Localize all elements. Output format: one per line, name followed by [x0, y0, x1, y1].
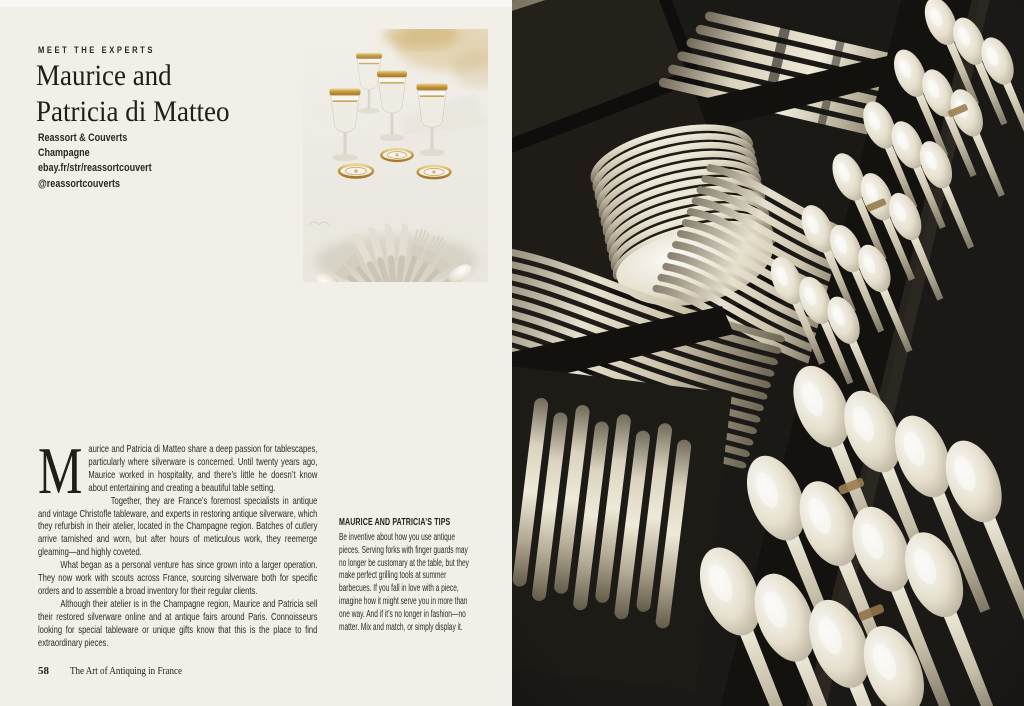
- table-setting-photo-graphic: [303, 29, 488, 282]
- section-kicker: MEET THE EXPERTS: [38, 45, 155, 56]
- article-body: [38, 434, 318, 651]
- body-paragraph: Together, they are France’s foremost specialists in antique and vintage Christofle tableware, and experts in restoring antique silverware, which they refurbish in their atelier, located in the Champagne region. Batches of cutlery arrive tarnished and worn, but after hours of meticulous work, they reemerge gleaming—and highly coveted.: [38, 495, 318, 559]
- page-footer: [38, 665, 206, 677]
- page-number: 58: [38, 665, 49, 677]
- contact-region: Champagne: [38, 147, 90, 160]
- tips-body: Be inventive about how you use antique pieces. Serving forks with finger guards may no longer be customary at the table, but they make perfect grilling tools at summer barbecues. If you fall in love with a piece, imagine how it might serve you in more than one way. And if it’s no longer in fashion—no matter. Mix and match, or simply display it.: [339, 532, 469, 633]
- book-title: The Art of Antiquing in France: [69, 665, 182, 677]
- silverware-cases-photo-graphic: [512, 0, 1024, 706]
- drop-cap: M: [38, 434, 83, 508]
- body-paragraph: [38, 434, 318, 508]
- table-setting-photo: [303, 29, 488, 282]
- title-line-1: Maurice and: [36, 59, 172, 92]
- tips-sidebar: [339, 516, 473, 634]
- contact-url: ebay.fr/str/reassortcouvert: [38, 162, 152, 175]
- contact-block: [38, 131, 152, 192]
- page-edge-highlight: [0, 0, 512, 7]
- silverware-cases-photo: [512, 0, 1024, 706]
- body-paragraph: What began as a personal venture has since grown into a larger operation. They now work with scouts across France, sourcing silverware both for specific orders and to assemble a broad inventory for their regular clients.: [38, 560, 318, 597]
- paragraph-text: aurice and Patricia di Matteo share a deep passion for tablescapes, particularly where silverware is concerned. Until twenty years ago, Maurice worked in hospitality, and there’s little he doesn’t know about entertaining and creating a beautiful table setting.: [88, 444, 318, 494]
- contact-social: @reassortcouverts: [38, 177, 120, 190]
- title-line-2: Patricia di Matteo: [36, 94, 230, 128]
- expert-name-title: [36, 58, 229, 129]
- contact-business: Reassort & Couverts: [38, 132, 128, 144]
- tips-heading: MAURICE AND PATRICIA’S TIPS: [339, 516, 451, 528]
- body-paragraph: Although their atelier is in the Champagne region, Maurice and Patricia sell their restored silverware online and at antique fairs around Paris. Connoisseurs looking for special tableware or unique gifts know that this is the place to find extraordinary pieces.: [38, 598, 318, 649]
